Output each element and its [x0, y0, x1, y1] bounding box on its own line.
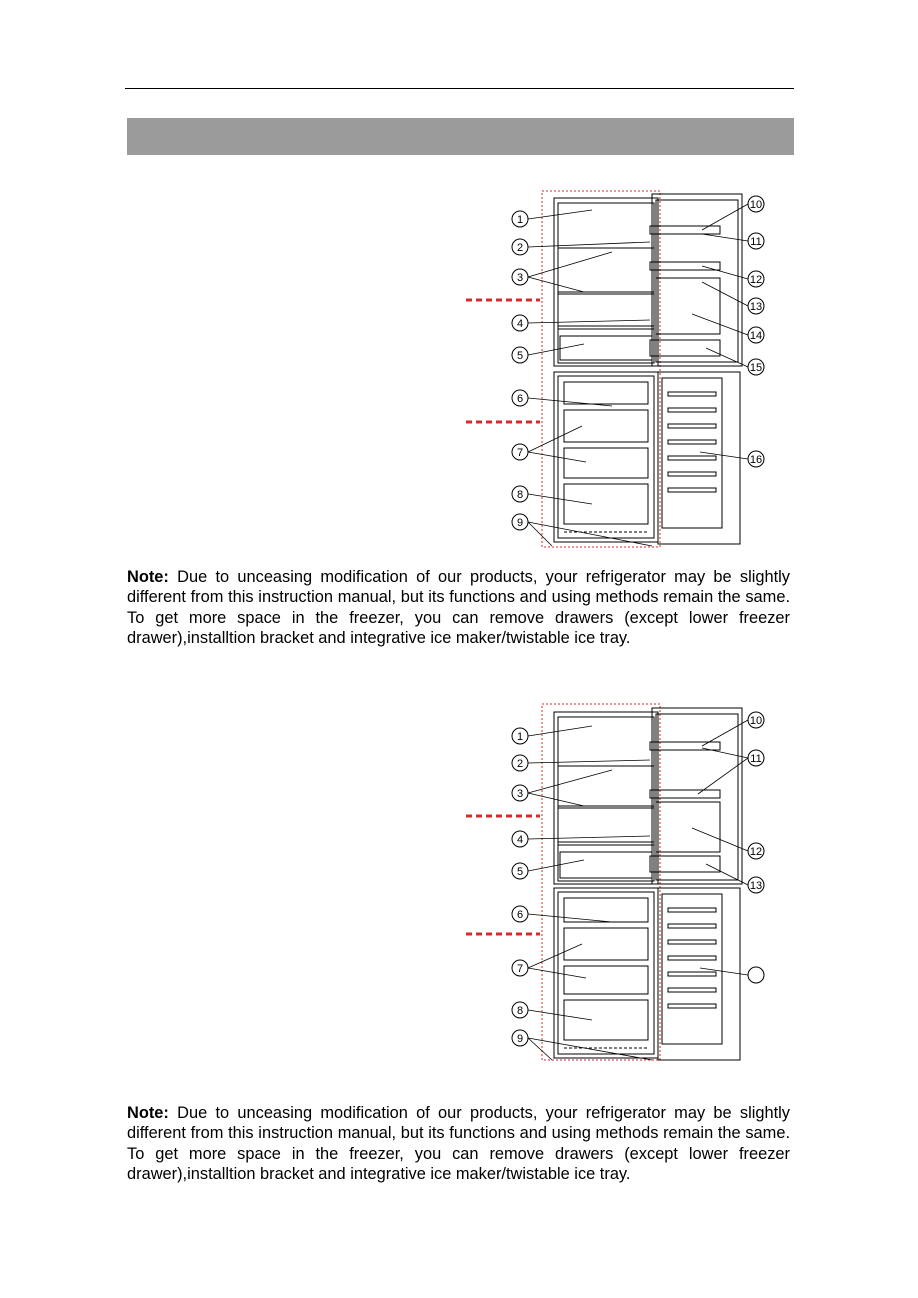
callout-11: 11	[750, 753, 762, 765]
freezer-cabinet	[554, 888, 658, 1058]
fridge-cabinet	[554, 198, 658, 366]
callout-9: 9	[516, 1033, 524, 1045]
freezer-door	[658, 372, 740, 544]
callout-2: 2	[516, 758, 524, 770]
callout-6: 6	[516, 393, 524, 405]
callout-11: 11	[750, 236, 762, 248]
callout-10: 10	[749, 199, 763, 211]
callout-16: 16	[749, 454, 763, 466]
callout-15: 15	[749, 362, 763, 374]
callout-9: 9	[516, 517, 524, 529]
callout-3: 3	[516, 272, 524, 284]
callout-8: 8	[516, 489, 524, 501]
callout-10: 10	[749, 715, 763, 727]
note-label: Note:	[127, 1104, 169, 1122]
note-label: Note:	[127, 568, 169, 586]
callout-2: 2	[516, 242, 524, 254]
callout-4: 4	[516, 834, 524, 846]
callout-13: 13	[749, 301, 763, 313]
callout-7: 7	[516, 447, 524, 459]
dotted-outline	[542, 704, 660, 1060]
note-paragraph-2	[127, 1103, 790, 1184]
callout-5: 5	[516, 350, 524, 362]
note-paragraph-1	[127, 567, 790, 648]
fridge-diagram-2	[462, 700, 772, 1072]
callout-7: 7	[516, 963, 524, 975]
callout-5: 5	[516, 866, 524, 878]
callout-1: 1	[516, 214, 524, 226]
callout-3: 3	[516, 788, 524, 800]
callout-12: 12	[749, 274, 763, 286]
fridge-cabinet	[554, 712, 658, 884]
callout-14: 14	[749, 330, 763, 342]
callout-1: 1	[516, 731, 524, 743]
note-text: Due to unceasing modification of our products, your refrigerator may be slightly different from this instruction manual, but its functions and using methods remain the same. To get more space in the freezer, you can remove drawers (except lower freezer drawer),installtion bracket and integrative ice maker/twistable ice tray.	[127, 568, 790, 647]
freezer-cabinet	[554, 372, 658, 542]
section-banner	[127, 118, 794, 155]
callout-13: 13	[749, 880, 763, 892]
callout-12: 12	[749, 846, 763, 858]
fridge-diagram-1	[462, 186, 772, 558]
callout-6: 6	[516, 909, 524, 921]
fridge-door	[652, 708, 742, 884]
freezer-door	[658, 888, 740, 1060]
header-rule	[125, 88, 794, 89]
callout-8: 8	[516, 1005, 524, 1017]
callout-4: 4	[516, 318, 524, 330]
note-text: Due to unceasing modification of our products, your refrigerator may be slightly different from this instruction manual, but its functions and using methods remain the same. To get more space in the freezer, you can remove drawers (except lower freezer drawer),installtion bracket and integrative ice maker/twistable ice tray.	[127, 1104, 790, 1183]
